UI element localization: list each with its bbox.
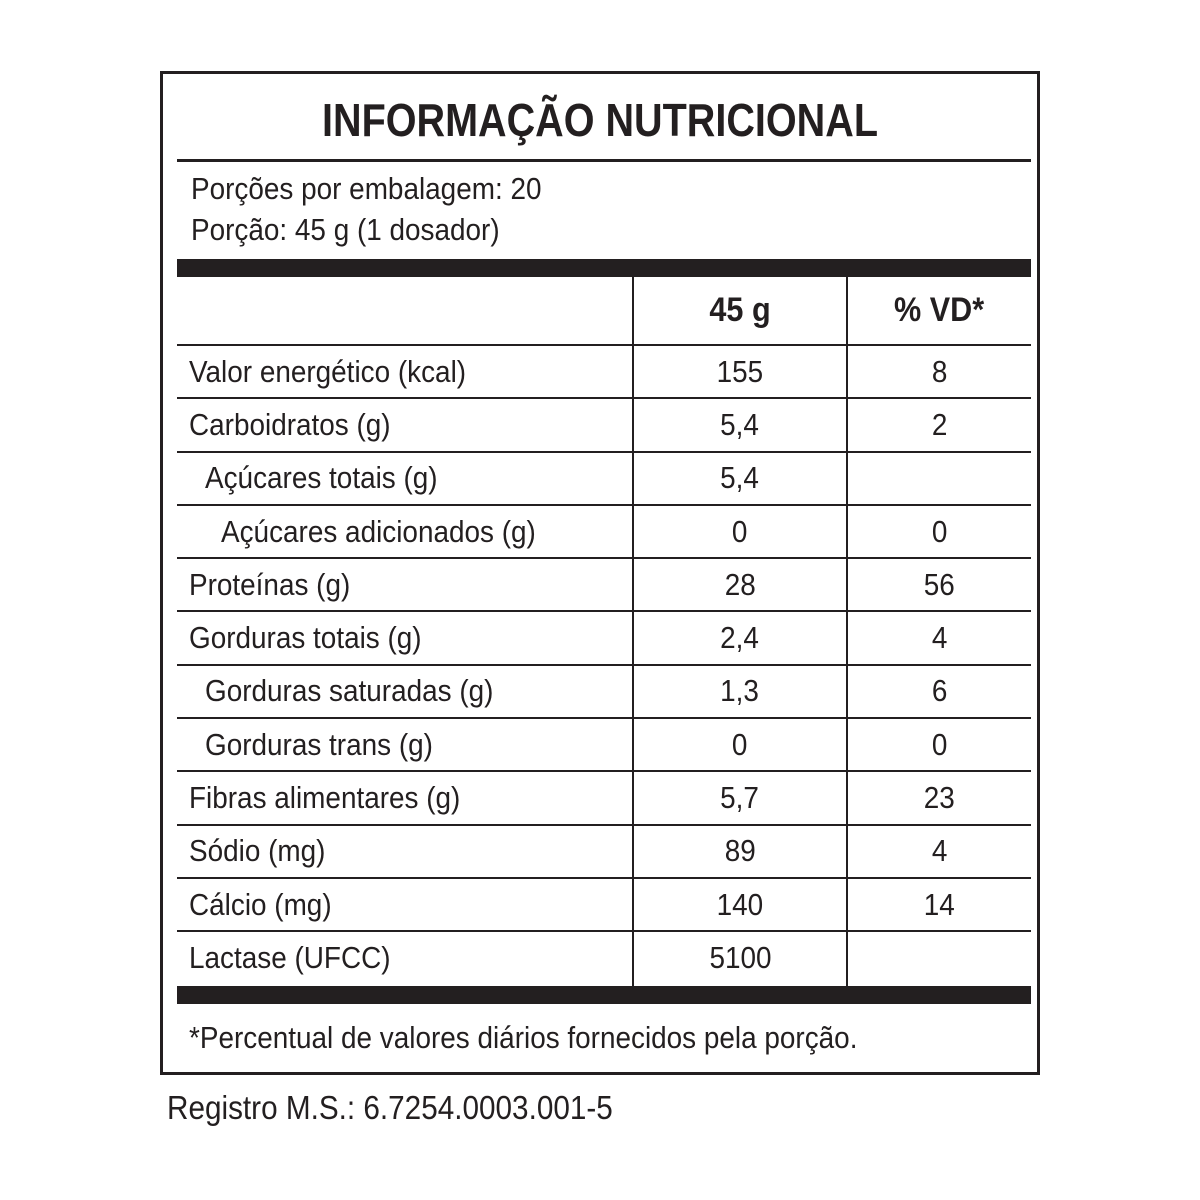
serving-size: Porção: 45 g (1 dosador) [191, 212, 500, 247]
nutrient-daily-value: 0 [931, 513, 948, 549]
nutrient-name: Cálcio (mg) [189, 886, 332, 922]
servings-per-package: Porções por embalagem: 20 [191, 171, 542, 206]
nutrient-name: Gorduras trans (g) [205, 726, 433, 762]
nutrient-amount: 1,3 [720, 673, 760, 709]
table-row [177, 453, 1031, 506]
nutrient-daily-value: 8 [931, 353, 948, 389]
nutrient-name: Açúcares totais (g) [205, 460, 438, 496]
nutrient-name: Valor energético (kcal) [189, 353, 467, 389]
table-row [177, 613, 1031, 666]
nutrient-daily-value: 4 [931, 620, 948, 656]
nutrient-amount: 28 [724, 566, 756, 602]
nutrient-amount: 0 [732, 726, 748, 762]
header-daily-value: % VD* [894, 291, 985, 329]
nutrient-amount: 140 [716, 886, 764, 922]
table-row [177, 879, 1031, 932]
table-row [177, 932, 1031, 985]
nutrient-amount: 5,4 [720, 460, 760, 496]
title-divider [177, 159, 1031, 162]
nutrient-daily-value: 4 [931, 833, 948, 869]
table-row [177, 772, 1031, 825]
table-row [177, 346, 1031, 399]
nutrient-daily-value [848, 453, 1031, 504]
nutrition-facts-panel [160, 71, 1040, 1075]
panel-title: INFORMAÇÃO NUTRICIONAL [322, 94, 878, 146]
nutrient-amount: 0 [732, 513, 748, 549]
thick-divider-top [177, 259, 1031, 277]
table-row [177, 559, 1031, 612]
table-row [177, 666, 1031, 719]
nutrient-daily-value: 0 [931, 726, 948, 762]
nutrient-daily-value: 23 [923, 780, 956, 816]
table-row [177, 826, 1031, 879]
nutrient-name: Fibras alimentares (g) [189, 780, 461, 816]
header-amount: 45 g [709, 291, 771, 329]
nutrient-amount: 89 [724, 833, 756, 869]
table-row [177, 506, 1031, 559]
nutrient-daily-value: 14 [923, 886, 956, 922]
nutrient-daily-value: 6 [931, 673, 948, 709]
daily-value-footnote: *Percentual de valores diários fornecidos pela porção. [189, 1020, 858, 1055]
nutrient-amount: 5,7 [720, 780, 760, 816]
nutrient-name: Gorduras saturadas (g) [205, 673, 494, 709]
nutrient-name: Gorduras totais (g) [189, 620, 422, 656]
nutrient-daily-value: 2 [931, 406, 948, 442]
nutrient-amount: 5100 [708, 939, 772, 975]
thick-divider-bottom [177, 986, 1031, 1004]
nutrient-name: Proteínas (g) [189, 566, 351, 602]
nutrient-amount: 2,4 [720, 620, 760, 656]
table-row [177, 399, 1031, 452]
nutrient-name: Açúcares adicionados (g) [221, 513, 536, 549]
nutrition-table [177, 277, 1031, 986]
header-nutrient [189, 277, 619, 344]
registration-number: Registro M.S.: 6.7254.0003.001-5 [167, 1089, 613, 1126]
nutrient-daily-value: 56 [923, 566, 956, 602]
nutrient-amount: 155 [716, 353, 764, 389]
nutrient-name: Lactase (UFCC) [189, 939, 391, 975]
nutrient-daily-value [848, 932, 1031, 983]
nutrient-name: Carboidratos (g) [189, 406, 391, 442]
table-header-row [177, 277, 1031, 346]
nutrient-amount: 5,4 [720, 406, 760, 442]
nutrient-name: Sódio (mg) [189, 833, 326, 869]
table-row [177, 719, 1031, 772]
